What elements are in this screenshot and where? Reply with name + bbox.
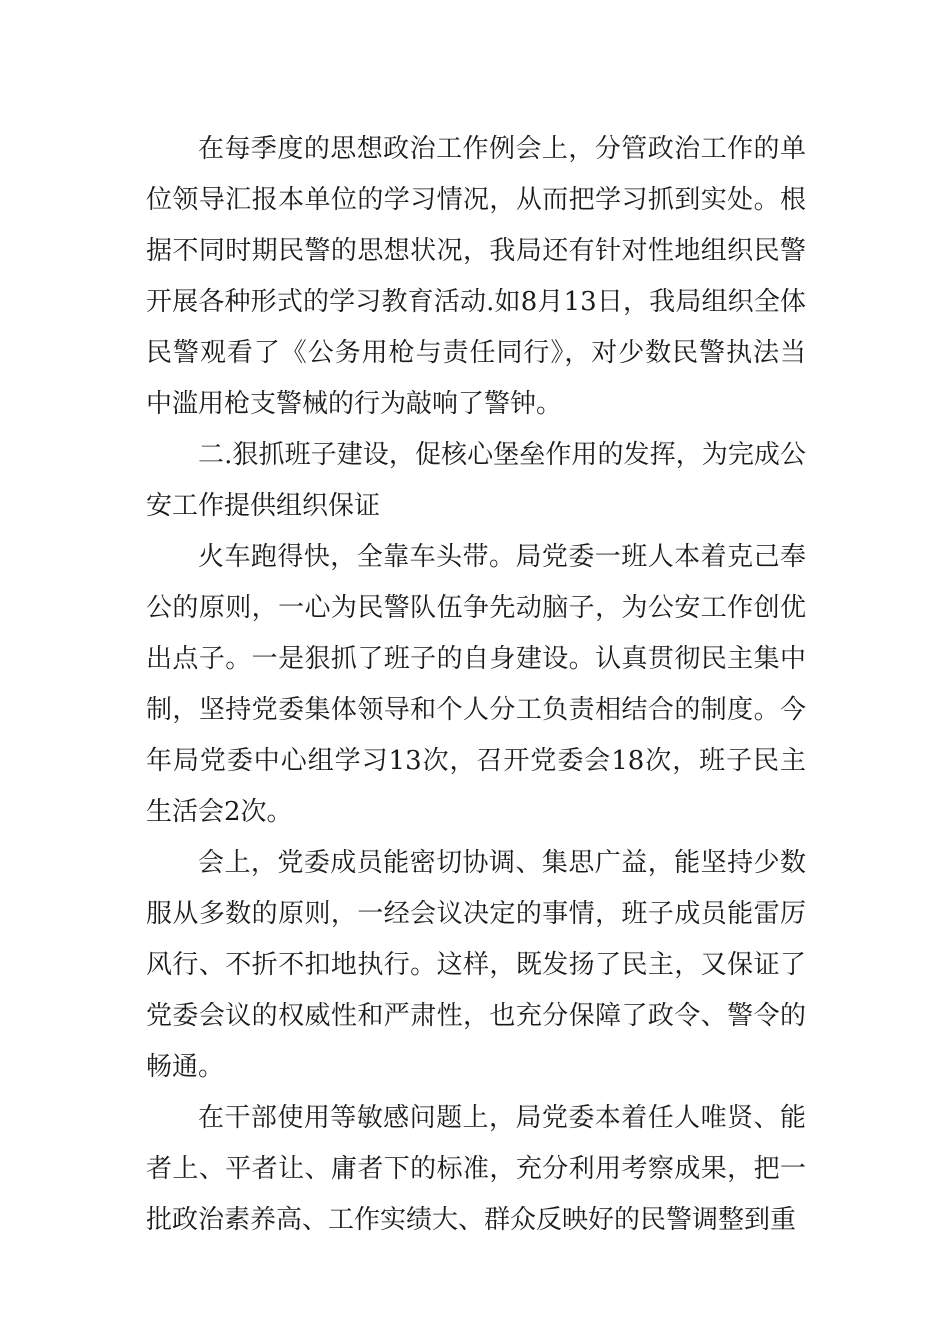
paragraph-leadership: 火车跑得快，全靠车头带。局党委一班人本着克己奉公的原则，一心为民警队伍争先动脑子，为公安工作创优出点子。一是狠抓了班子的自身建设。认真贯彻民主集中制，坚持党委集体领导和个人分工负责相结合的制度。今年局党委中心组学习13次，召开党委会18次，班子民主生活会2次。 — [146, 542, 806, 827]
paragraph-meeting-decisions: 会上，党委成员能密切协调、集思广益，能坚持少数服从多数的原则，一经会议决定的事情，班子成员能雷厉风行、不折不扣地执行。这样，既发扬了民主，又保证了党委会议的权威性和严肃性，也充分保障了政令、警令的畅通。 — [146, 848, 806, 1082]
paragraph-study-meetings: 在每季度的思想政治工作例会上，分管政治工作的单位领导汇报本单位的学习情况，从而把学习抓到实处。根据不同时期民警的思想状况，我局还有针对性地组织民警开展各种形式的学习教育活动.如8月13日，我局组织全体民警观看了《公务用枪与责任同行》，对少数民警执法当中滥用枪支警械的行为敲响了警钟。 — [146, 134, 806, 419]
section-heading-team-building: 二.狠抓班子建设，促核心堡垒作用的发挥，为完成公安工作提供组织保证 — [146, 440, 806, 521]
document-page — [146, 124, 806, 1246]
paragraph-cadre-appointment: 在干部使用等敏感问题上，局党委本着任人唯贤、能者上、平者让、庸者下的标准，充分利用考察成果，把一批政治素养高、工作实绩大、群众反映好的民警调整到重 — [146, 1103, 806, 1235]
